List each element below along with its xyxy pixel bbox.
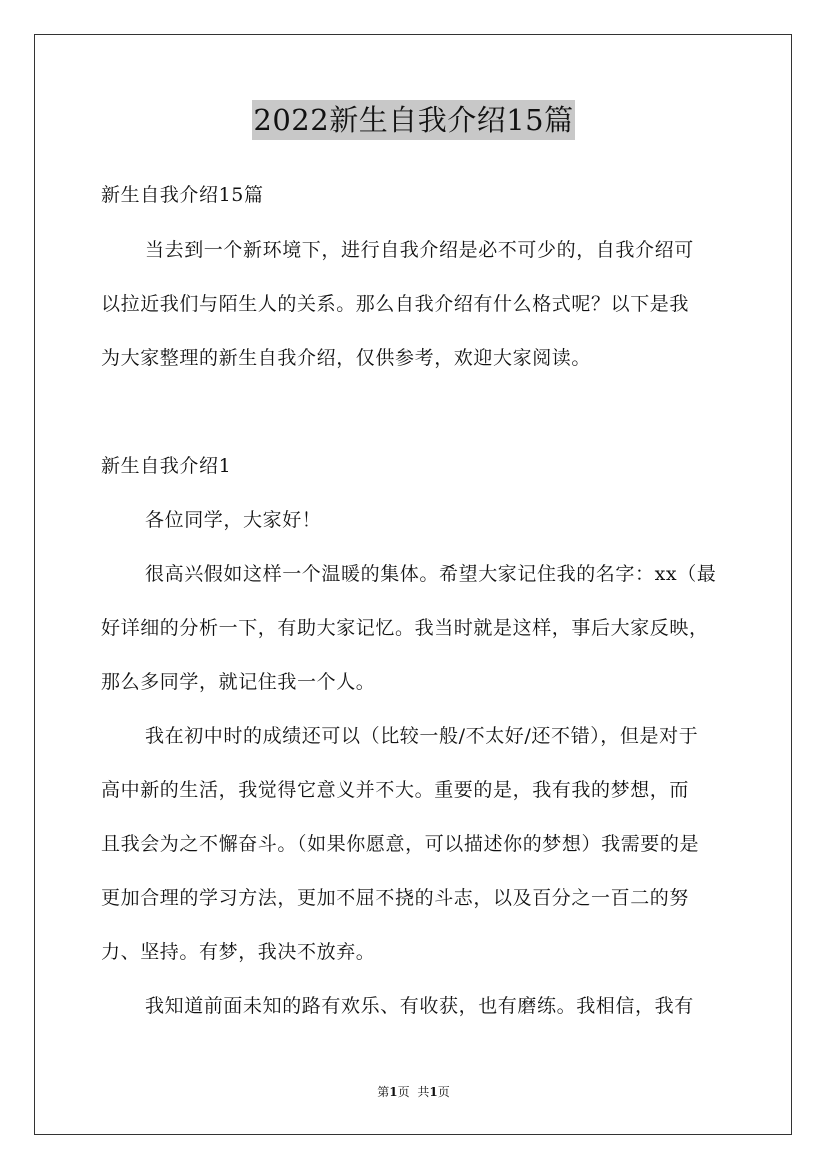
greeting-line: 各位同学，大家好！: [145, 509, 322, 531]
paragraph-line: 很高兴假如这样一个温暖的集体。希望大家记住我的名字：xx（最: [145, 563, 717, 585]
section-heading: 新生自我介绍1: [101, 455, 232, 477]
page-footer: [0, 1084, 827, 1100]
total-suffix: 页: [437, 1085, 450, 1099]
paragraph-line: 我在初中时的成绩还可以（比较一般/不太好/还不错），但是对于: [145, 725, 699, 747]
page-total: 1: [429, 1085, 438, 1099]
intro-line: 当去到一个新环境下，进行自我介绍是必不可少的，自我介绍可: [145, 239, 694, 261]
paragraph-line: 更加合理的学习方法，更加不屈不挠的斗志，以及百分之一百二的努: [101, 887, 690, 909]
page-current: 1: [389, 1085, 398, 1099]
paragraph-line: 高中新的生活，我觉得它意义并不大。重要的是，我有我的梦想，而: [101, 779, 690, 801]
title-container: [0, 100, 827, 140]
page-suffix: 页: [397, 1085, 410, 1099]
page-prefix: 第: [377, 1085, 390, 1099]
paragraph-line: 好详细的分析一下，有助大家记忆。我当时就是这样，事后大家反映，: [101, 617, 709, 639]
document-subtitle: 新生自我介绍15篇: [101, 184, 264, 206]
paragraph-line: 我知道前面未知的路有欢乐、有收获，也有磨练。我相信，我有: [145, 995, 694, 1017]
intro-line: 以拉近我们与陌生人的关系。那么自我介绍有什么格式呢？以下是我: [101, 293, 690, 315]
document-title: 2022新生自我介绍15篇: [252, 100, 574, 140]
intro-line: 为大家整理的新生自我介绍，仅供参考，欢迎大家阅读。: [101, 347, 592, 369]
paragraph-line: 力、坚持。有梦，我决不放弃。: [101, 941, 376, 963]
paragraph-line: 且我会为之不懈奋斗。（如果你愿意，可以描述你的梦想）我需要的是: [101, 833, 700, 855]
paragraph-line: 那么多同学，就记住我一个人。: [101, 671, 376, 693]
total-prefix: 共: [417, 1085, 430, 1099]
